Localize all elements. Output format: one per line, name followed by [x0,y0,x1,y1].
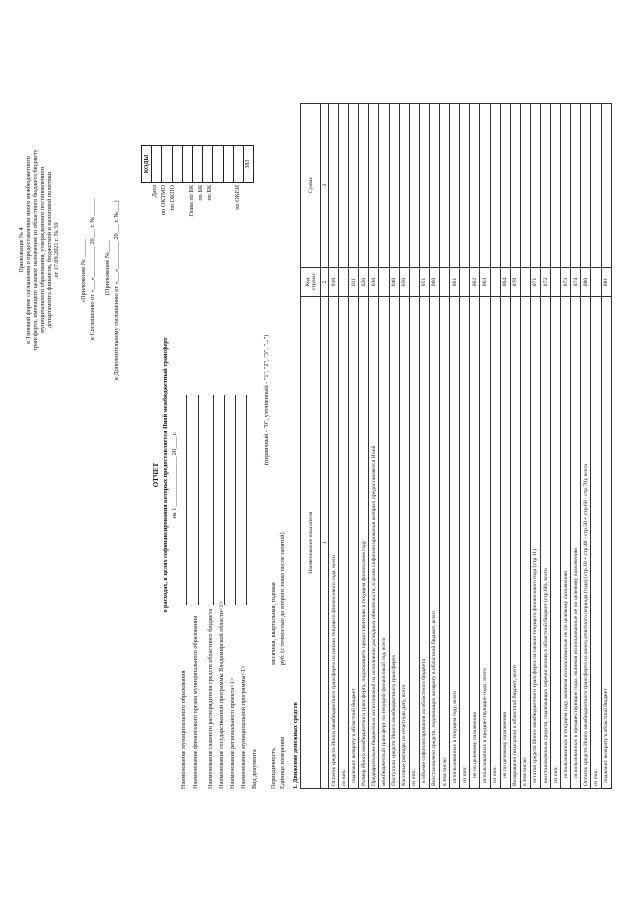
row-name: межбюджетный трансферт на текущий финансовый год, всего [379,297,389,789]
row-sum [480,104,490,268]
table-row [490,104,500,789]
row-sum [561,104,571,268]
field-regional-project: Наименование региональногo проекта<1> [229,677,236,789]
row-name: использованных в предшествующие годы, всего [480,297,490,789]
row-code: 064 [500,267,510,297]
report-date-line: на 1 ________________ 20____ г. [171,431,178,519]
ref-k-soglasheniyu: к Соглашению от «___»__________ 20___ г. №______ [89,198,96,340]
row-sum [581,104,591,268]
row-code: 030 [369,267,379,297]
row-code [490,267,500,297]
row-code: 061 [450,267,460,297]
col-number: 1 [321,297,329,789]
row-code: 060 [429,267,439,297]
field-main-manager: Наименование главного распорядителя средств областного бюджета [207,608,214,789]
table-row [429,104,439,789]
codes-label: по БК [206,185,214,201]
row-code [379,267,389,297]
codes-label: по ОКПО [169,185,177,211]
row-name: использованных в текущем году, всего [450,297,460,789]
row-sum [369,104,379,268]
table-row [379,104,389,789]
row-sum [349,104,359,268]
row-name: Возвращено (взыскано) в областной бюджет, всего [510,297,520,789]
row-name: Кассовые расходы на отчетную дату, всего [399,297,409,789]
row-sum [520,104,530,268]
row-sum [490,104,500,268]
cash-flow-table [300,103,612,789]
appendix-block [18,125,60,375]
row-code: 010 [329,267,339,297]
codes-label: по ОКТМО [160,185,168,216]
section-title: 1. Движение денежных средств [292,702,299,789]
row-sum [440,104,450,268]
field-state-program: Наименование государственной программы Владимирской области<1> [218,600,225,789]
table-row [470,104,480,789]
appendix-line: департамента финансов, бюджетной и налоговой политики [46,171,53,329]
row-code: 050 [399,267,409,297]
table-row [399,104,409,789]
row-sum [429,104,439,268]
row-code: 011 [349,267,359,297]
row-name: не по целевому назначению [500,297,510,789]
row-name: Остаток средств Иного межбюджетного трансферта на начало текущего финансового года, всего [329,297,339,789]
appendix-line: к Типовой форме соглашения о предоставлении иного межбюджетного [25,156,32,344]
report-subtitle: о расходах, в целях софинансирования которых предоставляется Иной межбюджетный трансферт [162,337,169,613]
row-code [520,267,530,297]
codes-cell [172,146,182,183]
codes-cell [223,146,233,183]
table-row [601,104,611,789]
row-sum [329,104,339,268]
table-row [359,104,369,789]
row-name: в том числе: [520,297,530,789]
row-code: 020 [359,267,369,297]
row-code: 070 [510,267,520,297]
table-row [349,104,359,789]
field-line [186,395,187,605]
codes-cell [233,146,243,183]
field-line [246,395,247,605]
field-line [213,395,214,605]
table-row [510,104,520,789]
field-municipal-program: Наименование муниципальной программы<1> [240,665,247,789]
table-row [419,104,429,789]
table-row [551,104,561,789]
table-row [440,104,450,789]
codes-cell [182,146,192,183]
row-code [440,267,450,297]
row-code: 080 [581,267,591,297]
row-code: 040 [389,267,399,297]
table-row [460,104,470,789]
table-row [591,104,601,789]
periodicity-label: Периодичность [270,748,277,789]
row-name: использованных в предшествующие годы, включая использованные не по целевому назначению [571,297,581,789]
codes-label: по БК [196,185,204,201]
row-sum [500,104,510,268]
codes-cell [152,146,162,183]
table-row [500,104,510,789]
col-header-name: Наименование показателя [301,297,321,789]
row-sum [460,104,470,268]
row-sum [409,104,419,268]
row-code [409,267,419,297]
codes-cell [213,146,223,183]
field-line [235,395,236,605]
table-row [409,104,419,789]
row-code [460,267,470,297]
codes-label [215,185,224,263]
ref-prilozhenie-paren: (Приложение №____ [104,239,111,295]
row-name: Восстановлено средств, подлежащих возврату в областной бюджет, всего [429,297,439,789]
table-row [329,104,339,789]
row-code: 073 [561,267,571,297]
codes-cell: 383 [243,146,253,183]
row-sum [470,104,480,268]
table-row [339,104,349,789]
table-row [540,104,550,789]
row-name: подлежит возврату в областной бюджет [601,297,611,789]
row-name: в объеме софинансирования из областного бюджета [419,297,429,789]
row-sum [359,104,369,268]
row-code: 051 [419,267,429,297]
row-sum [551,104,561,268]
row-name: из них: [551,297,561,789]
row-code: 062 [470,267,480,297]
codes-cell [162,146,172,183]
codes-labels [141,185,243,263]
row-name: в том числе: [440,297,450,789]
row-name: остаток средств Иного межбюджетного трансферта на начало текущего финансового года (стр.11) [530,297,540,789]
row-code [339,267,349,297]
units-label: Единица измерения [279,736,286,789]
field-line [224,395,225,605]
row-name: использованных в текущем году, включая использованные не по целевому назначению [561,297,571,789]
row-sum [339,104,349,268]
table-row [530,104,540,789]
row-sum [601,104,611,268]
row-name: из них: [409,297,419,789]
appendix-line: от 17.09.2021 г. № 59 [53,222,60,278]
field-line [198,395,199,605]
field-municipality: Наименование муниципального образования [180,670,187,789]
report-title: ОТЧЕТ [152,462,160,488]
col-number: 3 [321,104,329,268]
codes-header: КОДЫ [142,146,152,183]
row-code: 081 [601,267,611,297]
row-name: Размер Иного межбюджетного трансферта, подлежащего предоставлению в текущем финансовом году [359,297,369,789]
col-header-code: Код строки [301,267,321,297]
row-sum [540,104,550,268]
row-sum [510,104,520,268]
row-sum [450,104,460,268]
table-row [571,104,581,789]
col-number: 2 [321,267,329,297]
row-sum [419,104,429,268]
row-name: не по целевому назначению [470,297,480,789]
ref-dop-soglasheniye: к Дополнительному соглашению от «___»_________ 20___ г. №___) [113,200,120,380]
row-name: Поступило средств Иного межбюджетного трансферта [389,297,399,789]
row-code [591,267,601,297]
ref-prilozhenie: «Приложение № ______ [80,239,87,303]
row-name: Остаток средств Иного межбюджетного трансферта на конец отчетного периода (года) (стр.10 + стр.40 - стр.50 + стр.60 - стр.70), всего [581,297,591,789]
periodicity-value: месячная, квартальная, годовая [270,582,277,665]
row-code: 063 [480,267,490,297]
codes-cell [203,146,213,183]
units-value: руб. (с точностью до второго знака после запятой) [279,532,286,665]
codes-label: Дата [151,185,158,198]
table-row [480,104,490,789]
col-header-sum: Сумма [301,104,321,268]
row-code [551,267,561,297]
row-code: 072 [540,267,550,297]
row-sum [530,104,540,268]
row-name: восстановленных средств, подлежащих перечислению в областной бюджет (стр.60), всего [540,297,550,789]
codes-cell [192,146,202,183]
row-name: из них: [460,297,470,789]
table-row [520,104,530,789]
codes-label: Глава по БК [187,185,195,217]
field-doc-type: Вид документа [251,749,258,789]
row-code: 071 [530,267,540,297]
row-code: 074 [571,267,581,297]
codes-label: по ОКЕИ [233,185,241,210]
table-row [561,104,571,789]
codes-table [141,145,254,183]
row-sum [379,104,389,268]
row-name: из них: [339,297,349,789]
row-sum [571,104,581,268]
row-name: подлежит возврату в областной бюджет [349,297,359,789]
row-sum [591,104,601,268]
table-row [450,104,460,789]
table-row [389,104,399,789]
table-row [369,104,379,789]
appendix-line: трансферта, имеющего целевое назначение из областного бюджета бюджету [32,149,39,351]
row-name: из них: [591,297,601,789]
doc-type-hint: (первичный - "0", уточненный - "1", "2", "3", "...") [263,334,270,465]
table-row [581,104,591,789]
appendix-line: Приложение № 4 [18,227,25,273]
row-name: из них: [490,297,500,789]
appendix-line: муниципального образования, утвержденного постановлением [39,166,46,334]
field-finance-body: Наименование финансового органа муниципального образования [192,615,199,789]
row-sum [399,104,409,268]
row-name: Предварительно-бюджетных ассигнований на исполнение расходных обязательств, в целях софинансирования которых предоставляется Иной [369,297,379,789]
table-body [329,104,612,789]
row-sum [389,104,399,268]
